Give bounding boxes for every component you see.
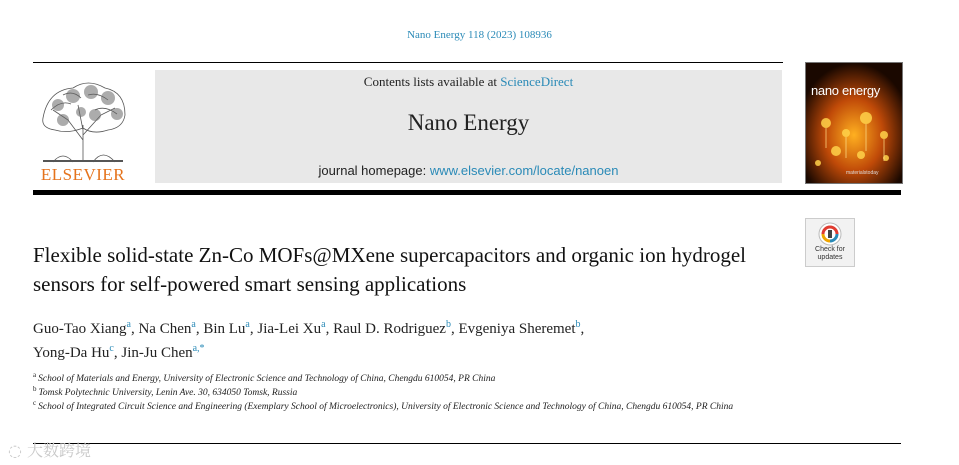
top-divider	[33, 62, 783, 63]
homepage-prefix: journal homepage:	[318, 163, 430, 178]
cover-title: nano energy	[811, 83, 880, 98]
affiliation-item: $^c$ School of Integrated Circuit Science and Engineering (Exemplary School of Microelectronics), University of Electronic Science and Technology of China, Chengdu 610054, PR China	[33, 398, 734, 412]
affiliation-marker[interactable]: a	[126, 319, 131, 330]
article-title: Flexible solid-state Zn-Co MOFs@MXene supercapacitors and organic ion hydrogel sensors for self-powered smart sensing applications	[33, 243, 746, 296]
journal-title: Nano Energy	[407, 110, 530, 135]
author-name[interactable]: Yong-Da Hu	[33, 345, 110, 361]
affiliation-marker[interactable]: b	[445, 319, 451, 330]
author-name[interactable]: Bin Lu	[203, 321, 246, 337]
author-name[interactable]: Guo-Tao Xiang	[33, 321, 127, 337]
journal-homepage-link[interactable]: www.elsevier.com/locate/nanoen	[429, 163, 619, 178]
affiliation-item: $^b$ Tomsk Polytechnic University, Lenin Ave. 30, 634050 Tomsk, Russia	[33, 384, 298, 398]
check-for-updates-button[interactable]	[805, 218, 855, 267]
author-name[interactable]: Na Chen	[138, 321, 192, 337]
author-name[interactable]: Jin-Ju Chen	[121, 345, 193, 361]
elsevier-wordmark: ELSEVIER	[40, 165, 126, 184]
author-name[interactable]: Evgeniya Sheremet	[458, 321, 576, 337]
affiliation-marker[interactable]: a	[321, 319, 326, 330]
journal-cover-image[interactable]	[805, 62, 903, 184]
affiliation-marker[interactable]: c	[109, 343, 114, 354]
contents-prefix: Contents lists available at	[363, 74, 501, 89]
author-list: Guo-Tao Xiang$^a$, Na Chen$^a$, Bin Lu$^a$, Jia-Lei Xu$^a$, Raul D. Rodriguez$^b$, Evgeniya Sheremet$^b$, Yong-Da Hu$^c$, Jin-Ju Chen$^{a,*}$	[33, 319, 585, 361]
watermark-logo: ◌ 大数跨境	[8, 441, 92, 460]
cover-artwork	[806, 63, 902, 183]
affiliation-list	[33, 372, 793, 414]
journal-banner	[155, 70, 782, 183]
affiliation-marker[interactable]: b	[575, 319, 581, 330]
sciencedirect-link[interactable]: ScienceDirect	[500, 74, 574, 89]
journal-homepage-line	[155, 163, 782, 178]
author-name[interactable]: Jia-Lei Xu	[257, 321, 322, 337]
affiliation-marker[interactable]: a,*	[192, 343, 205, 354]
bottom-divider	[33, 443, 901, 444]
header-thick-divider	[33, 190, 901, 195]
affiliation-marker[interactable]: a	[191, 319, 196, 330]
affiliation-marker[interactable]: a	[245, 319, 250, 330]
journal-citation[interactable]: Nano Energy 118 (2023) 108936	[407, 29, 552, 41]
check-for-updates-label: Check for updates	[815, 246, 845, 261]
cover-publisher: materialstoday	[846, 170, 879, 176]
crossmark-icon	[818, 222, 842, 246]
author-name[interactable]: Raul D. Rodriguez	[333, 321, 446, 337]
watermark-icon: ◌	[8, 441, 28, 460]
affiliation-item: $^a$ School of Materials and Energy, University of Electronic Science and Technology of China, Chengdu 610054, PR China	[33, 370, 496, 384]
contents-available-line	[155, 74, 782, 90]
